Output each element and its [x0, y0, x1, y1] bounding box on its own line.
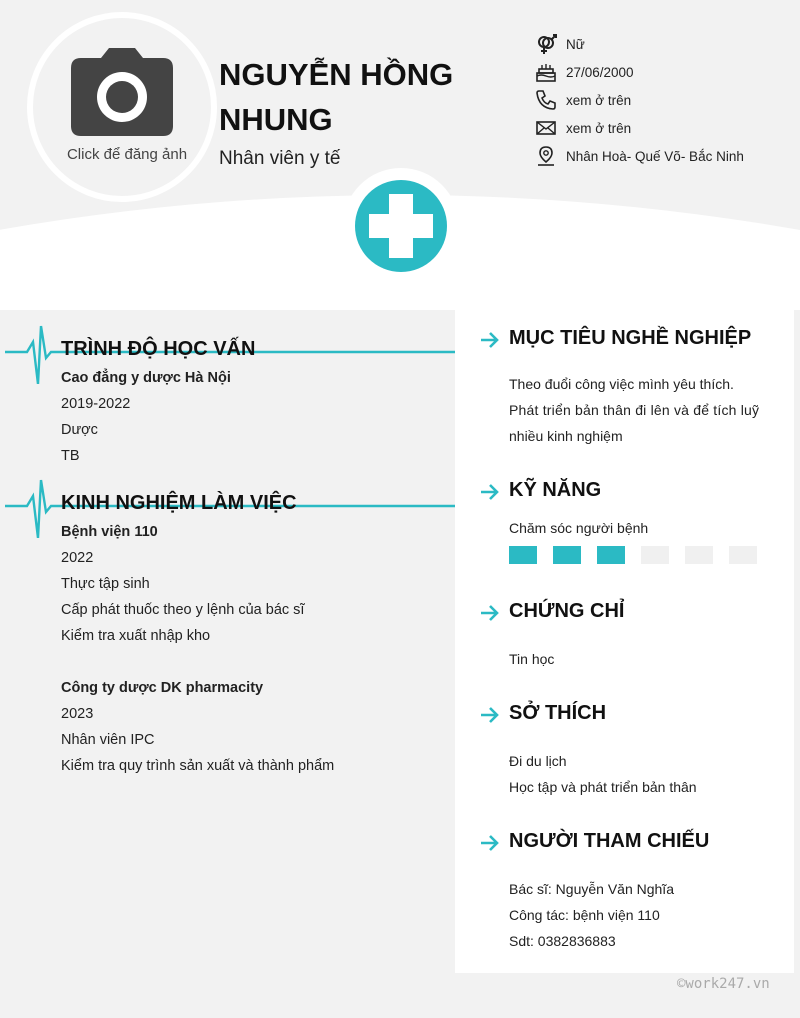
job-entry: [61, 675, 334, 779]
references-list: [509, 876, 769, 954]
watermark: ©work247.vn: [677, 976, 770, 992]
medical-badge: [343, 168, 459, 284]
education-entry: [61, 365, 231, 469]
skill-name: Chăm sóc người bệnh: [509, 520, 649, 536]
education-grade: TB: [61, 448, 80, 464]
hobby-item: Đi du lịch: [509, 753, 567, 769]
upload-photo-button[interactable]: [57, 48, 187, 168]
name-line-1: NGUYỄN HỒNG: [219, 57, 454, 92]
photo-upload-label: Click để đăng ảnh: [66, 146, 188, 163]
skill-level-filled: [597, 546, 625, 564]
job-entry: [61, 519, 304, 649]
reference-item: Công tác: bệnh viện 110: [509, 907, 660, 923]
skills-title: KỸ NĂNG: [509, 479, 602, 501]
hobbies-list: [509, 748, 769, 800]
certificate-item: Tin học: [509, 651, 555, 667]
education-title: TRÌNH ĐỘ HỌC VẤN: [61, 338, 256, 360]
phone-value: xem ở trên: [566, 92, 632, 108]
arrow-right-icon: [479, 705, 501, 725]
education-years: 2019-2022: [61, 396, 131, 412]
email-value: xem ở trên: [566, 120, 632, 136]
avatar-frame: [27, 12, 217, 202]
certificates-title: CHỨNG CHỈ: [509, 600, 625, 622]
objective-line: Phát triển bản thân đi lên và để tích luỹ: [509, 402, 760, 418]
arrow-right-icon: [479, 603, 501, 623]
job-year: 2022: [61, 550, 94, 566]
gender-value: Nữ: [566, 36, 585, 52]
objective-title: MỤC TIÊU NGHỀ NGHIỆP: [509, 327, 752, 349]
medical-cross-icon: [355, 180, 447, 272]
phone-icon: [535, 89, 557, 111]
references-title: NGƯỜI THAM CHIẾU: [509, 830, 710, 852]
job-position: Thực tập sinh: [61, 576, 150, 592]
right-column: [455, 310, 794, 973]
education-major: Dược: [61, 422, 98, 438]
reference-item: Bác sĩ: Nguyễn Văn Nghĩa: [509, 881, 674, 897]
school-name: Cao đẳng y dược Hà Nội: [61, 370, 231, 386]
left-column: [5, 310, 455, 1012]
birthday-row: [535, 58, 744, 86]
job-task: Kiểm tra xuất nhập kho: [61, 628, 211, 644]
job-year: 2023: [61, 706, 94, 722]
cv-page: [5, 0, 794, 1012]
objective-text: [509, 371, 769, 449]
skill-level-empty: [729, 546, 757, 564]
birthday-value: 27/06/2000: [566, 64, 634, 80]
contact-info: [535, 30, 744, 170]
phone-row: [535, 86, 744, 114]
address-value: Nhân Hoà- Quế Võ- Bắc Ninh: [566, 148, 744, 164]
hobbies-title: SỞ THÍCH: [509, 702, 607, 724]
gender-row: [535, 30, 744, 58]
job-title: Nhân viên y tế: [219, 148, 341, 169]
name-line-2: NHUNG: [219, 102, 333, 137]
reference-item: Sdt: 0382836883: [509, 933, 616, 949]
skill-level-empty: [685, 546, 713, 564]
objective-line: Theo đuổi công việc mình yêu thích.: [509, 376, 734, 392]
job-company: Bệnh viện 110: [61, 524, 158, 540]
skill-level-bar: [509, 546, 757, 564]
job-task: Kiểm tra quy trình sản xuất và thành phẩm: [61, 758, 335, 774]
arrow-right-icon: [479, 482, 501, 502]
job-company: Công ty dược DK pharmacity: [61, 680, 264, 696]
experience-title: KINH NGHIỆM LÀM VIỆC: [61, 492, 297, 514]
objective-line: nhiều kinh nghiệm: [509, 428, 623, 444]
arrow-right-icon: [479, 330, 501, 350]
job-position: Nhân viên IPC: [61, 732, 155, 748]
gender-icon: [535, 33, 557, 55]
location-pin-icon: [535, 145, 557, 167]
email-row: [535, 114, 744, 142]
hobby-item: Học tập và phát triển bản thân: [509, 779, 697, 795]
camera-icon: [71, 48, 173, 136]
skill-level-filled: [553, 546, 581, 564]
arrow-right-icon: [479, 833, 501, 853]
skill-level-filled: [509, 546, 537, 564]
job-task: Cấp phát thuốc theo y lệnh của bác sĩ: [61, 602, 305, 618]
email-icon: [535, 117, 557, 139]
full-name: [219, 52, 519, 142]
birthday-cake-icon: [535, 61, 557, 83]
skill-level-empty: [641, 546, 669, 564]
address-row: [535, 142, 744, 170]
